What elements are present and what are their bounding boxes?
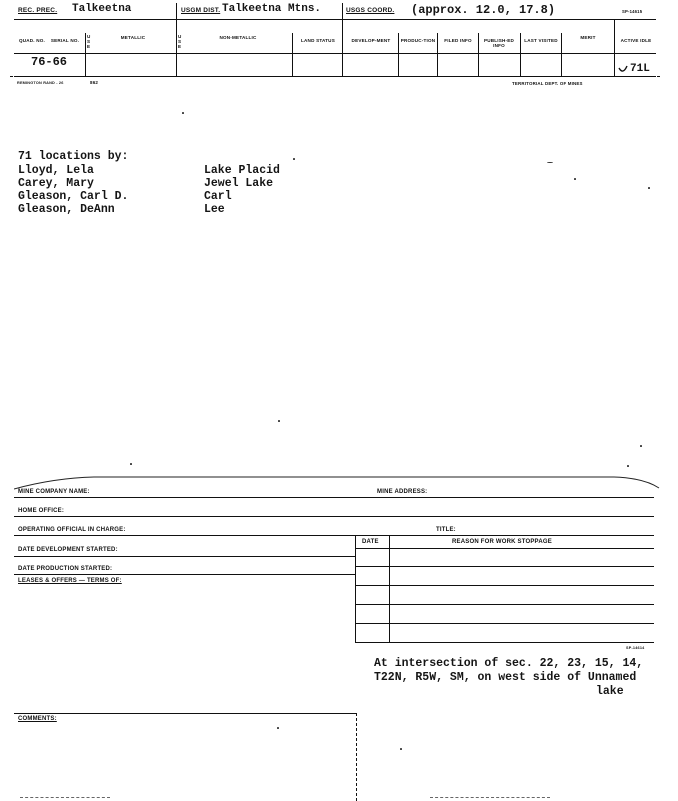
owner-name: Lloyd, Lela — [18, 164, 94, 177]
tear-line — [10, 76, 660, 77]
owner-name: Gleason, DeAnn — [18, 203, 115, 216]
col-divider — [520, 33, 521, 77]
bottom-scan-edge — [430, 797, 550, 798]
comments-divider — [356, 713, 357, 801]
usgm-dist-value: Talkeetna Mtns. — [222, 3, 322, 15]
col-divider — [85, 33, 86, 77]
col-serial-no: SERIAL NO. — [50, 38, 80, 43]
stoppage-rule — [355, 566, 654, 567]
leases-label: LEASES & OFFERS — TERMS OF: — [18, 578, 122, 584]
stoppage-rule — [355, 642, 654, 643]
owner-name: Gleason, Carl D. — [18, 190, 129, 203]
title-label: TITLE: — [436, 527, 456, 533]
usgs-coord-value: (approx. 12.0, 17.8) — [411, 3, 556, 17]
bottom-scan-edge — [20, 797, 110, 798]
mine-company-label: MINE COMPANY NAME: — [18, 489, 90, 495]
form-number-bottom: SP-14614 — [626, 646, 645, 650]
col-use-right: U S E — [178, 34, 182, 49]
col-divider — [614, 20, 615, 77]
locations-heading: 71 locations by: — [18, 150, 129, 163]
date-col-label: DATE — [362, 539, 379, 545]
owner-place: Lake Placid — [204, 164, 280, 177]
stoppage-rule — [355, 604, 654, 605]
comments-label: COMMENTS: — [18, 716, 57, 722]
owner-name: Carey, Mary — [18, 177, 94, 190]
scan-speck — [627, 465, 629, 467]
location-note-line3: lake — [596, 685, 624, 698]
header-rule-mid — [14, 53, 656, 54]
location-note-line2: T22N, R5W, SM, on west side of Unnamed — [374, 671, 637, 684]
quad-value: 76-66 — [31, 55, 68, 69]
owner-place: Jewel Lake — [204, 177, 274, 190]
scan-speck — [640, 445, 642, 447]
rule-operating — [14, 535, 654, 536]
printer-code: 862 — [90, 80, 99, 85]
col-divider — [478, 33, 479, 77]
col-land-status: LAND STATUS — [301, 38, 335, 43]
col-divider — [342, 3, 343, 77]
reason-col-label: REASON FOR WORK STOPPAGE — [452, 539, 552, 545]
header-rule-top — [14, 19, 656, 20]
stoppage-rule — [355, 548, 654, 549]
scan-speck — [293, 158, 295, 160]
dept-label: TERRITORIAL DEPT. OF MINES — [512, 81, 583, 86]
usgm-dist-label: USGM DIST. — [181, 7, 221, 14]
stoppage-left-border — [355, 535, 356, 642]
home-office-label: HOME OFFICE: — [18, 508, 65, 514]
form-number-top: SP-14615 — [622, 9, 643, 14]
rec-prec-label: REC. PREC. — [18, 7, 58, 14]
col-active-idle: ACTIVE IDLE — [620, 38, 652, 43]
rec-prec-value: Talkeetna — [72, 3, 132, 15]
stoppage-rule — [355, 585, 654, 586]
scan-speck — [130, 463, 132, 465]
scan-speck — [574, 178, 576, 180]
owner-place: Carl — [204, 190, 232, 203]
col-last-visited: LAST VISITED — [524, 38, 558, 43]
owner-place: Lee — [204, 203, 225, 216]
operating-official-label: OPERATING OFFICIAL IN CHARGE: — [18, 527, 126, 533]
scan-speck — [648, 187, 650, 189]
col-divider — [292, 33, 293, 77]
printer-label: REMINGTON RAND - 26 — [17, 81, 64, 85]
scan-speck — [278, 420, 280, 422]
col-filed-info: FILED INFO — [444, 38, 472, 43]
scan-speck — [400, 748, 402, 750]
rule-home-office — [14, 516, 654, 517]
rule-date-dev — [14, 556, 355, 557]
col-non-metallic: NON-METALLIC — [219, 35, 257, 40]
stoppage-date-divider — [389, 535, 390, 642]
stoppage-rule — [355, 623, 654, 624]
check-mark-icon — [618, 65, 628, 74]
col-metallic: METALLIC — [120, 35, 146, 40]
scan-speck — [277, 727, 279, 729]
active-value: 71L — [630, 63, 650, 75]
col-merit: MERIT — [580, 35, 596, 40]
usgs-coord-label: USGS COORD. — [346, 7, 395, 14]
col-use-left: U S E — [87, 34, 91, 49]
date-dev-label: DATE DEVELOPMENT STARTED: — [18, 547, 118, 553]
col-published-info: PUBLISH-ED INFO — [483, 38, 515, 48]
scan-speck — [547, 162, 553, 163]
col-divider — [398, 33, 399, 77]
col-development: DEVELOP-MENT — [351, 38, 391, 43]
col-production: PRODUC-TION — [400, 38, 436, 43]
location-note-line1: At intersection of sec. 22, 23, 15, 14, — [374, 657, 644, 670]
scan-speck — [182, 112, 184, 114]
col-divider — [561, 33, 562, 77]
rule-date-prod — [14, 574, 355, 575]
date-prod-label: DATE PRODUCTION STARTED: — [18, 566, 113, 572]
mine-address-label: MINE ADDRESS: — [377, 489, 428, 495]
rule-mine-company — [14, 497, 654, 498]
rule-comments — [14, 713, 356, 714]
col-divider — [437, 33, 438, 77]
col-divider — [176, 3, 177, 77]
col-quad-no: QUAD. NO. — [18, 38, 46, 43]
card-edge-curve — [14, 476, 660, 490]
